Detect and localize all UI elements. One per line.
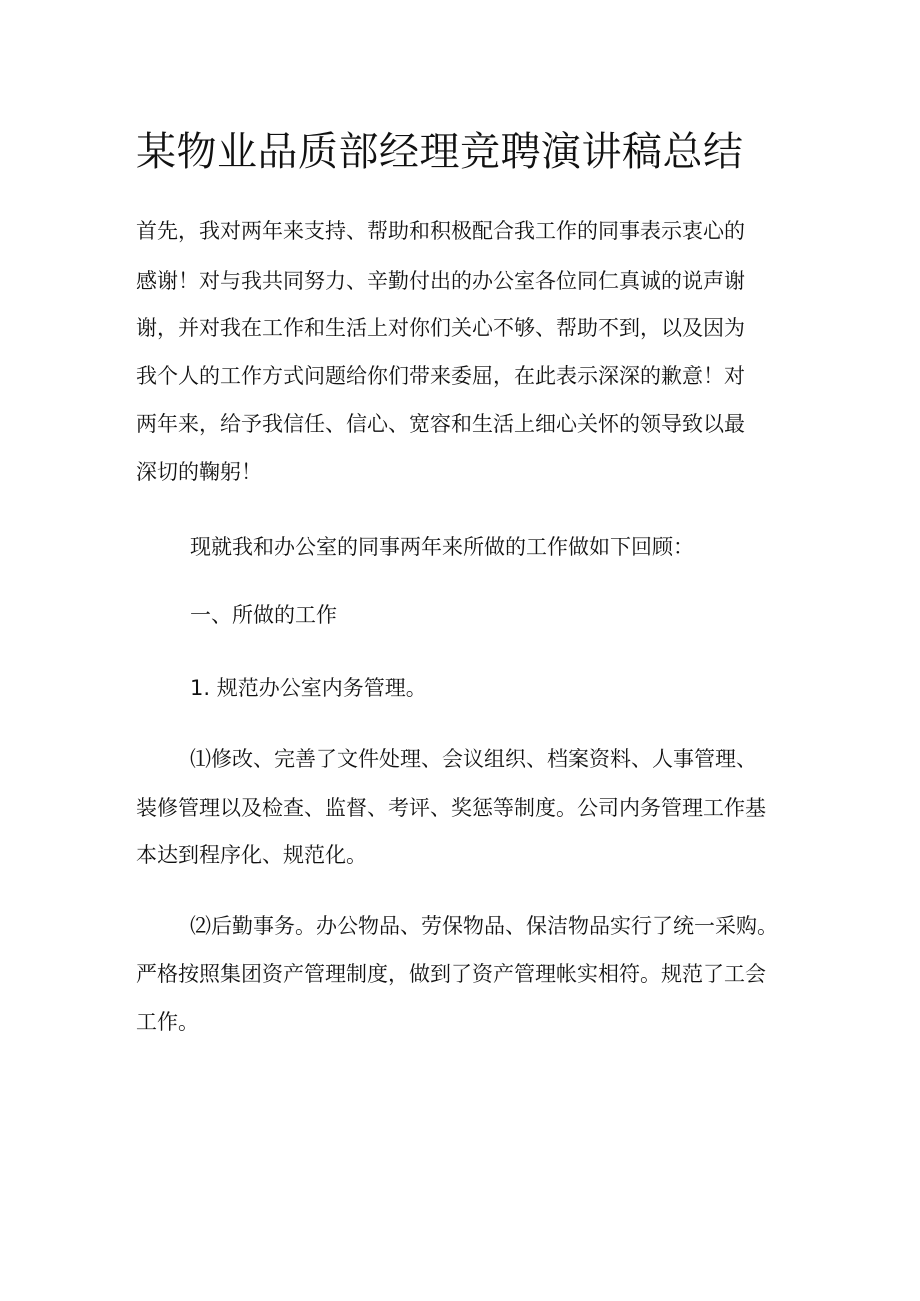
review-intro: 现就我和办公室的同事两年来所做的工作做如下回顾：	[190, 535, 694, 559]
item1-sub2-line-3: 工作。	[136, 1010, 199, 1034]
item1-sub1-line-1: ⑴修改、完善了文件处理、会议组织、档案资料、人事管理、	[190, 747, 757, 771]
paragraph1-line-4: 我个人的工作方式问题给你们带来委屈，在此表示深深的歉意！对	[136, 364, 745, 388]
paragraph1-line-1: 首先，我对两年来支持、帮助和积极配合我工作的同事表示衷心的	[136, 219, 745, 243]
paragraph1-line-2: 感谢！对与我共同努力、辛勤付出的办公室各位同仁真诚的说声谢	[136, 269, 745, 293]
item1-heading: 1. 规范办公室内务管理。	[190, 676, 427, 700]
section1-heading: 一、所做的工作	[190, 603, 337, 627]
item1-sub2-line-1: ⑵后勤事务。办公物品、劳保物品、保洁物品实行了统一采购。	[190, 914, 778, 938]
paragraph1-line-3: 谢，并对我在工作和生活上对你们关心不够、帮助不到，以及因为	[136, 316, 745, 340]
document-title: 某物业品质部经理竞聘演讲稿总结	[136, 129, 744, 175]
item1-sub2-line-2: 严格按照集团资产管理制度，做到了资产管理帐实相符。规范了工会	[136, 962, 766, 986]
paragraph1-line-5: 两年来，给予我信任、信心、宽容和生活上细心关怀的领导致以最	[136, 412, 745, 436]
item1-sub1-line-2: 装修管理以及检查、监督、考评、奖惩等制度。公司内务管理工作基	[136, 796, 766, 820]
item1-sub1-line-3: 本达到程序化、规范化。	[136, 843, 367, 867]
paragraph1-line-6: 深切的鞠躬！	[136, 460, 262, 484]
